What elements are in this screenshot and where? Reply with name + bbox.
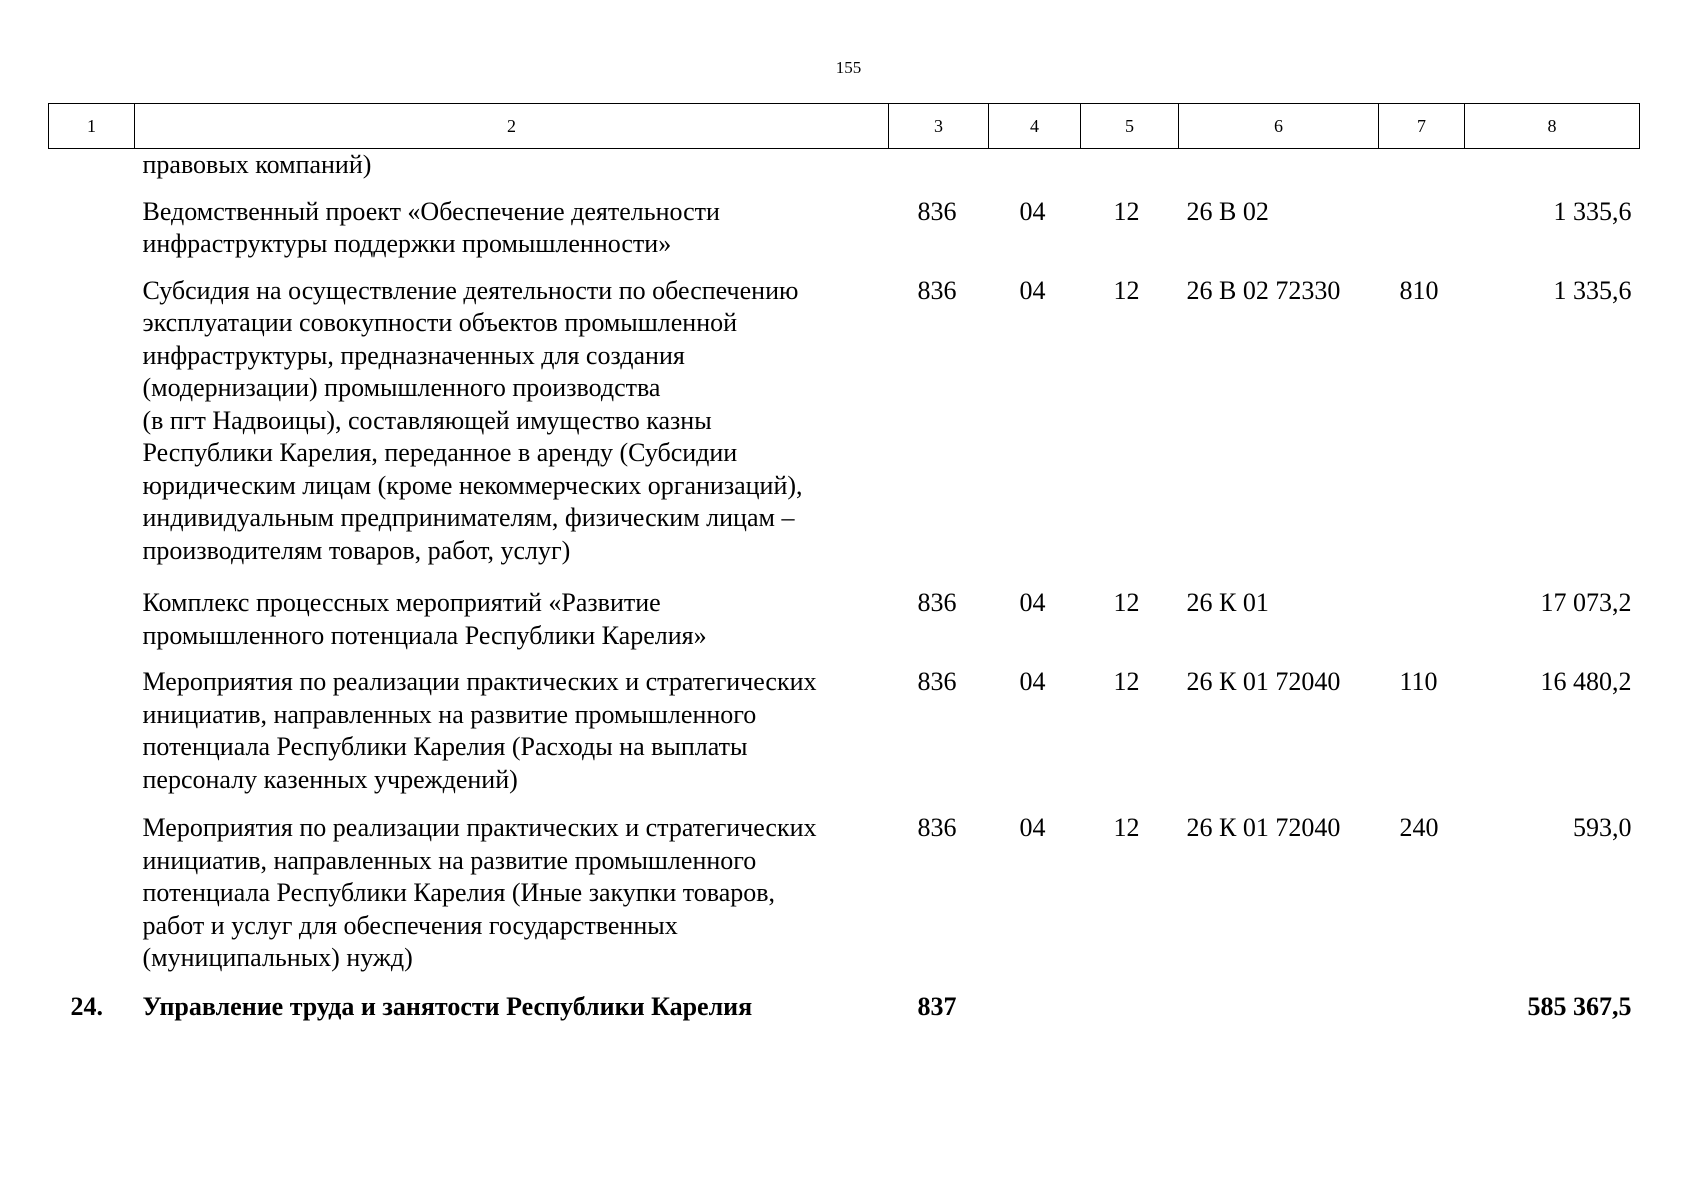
row-name [135,587,889,666]
ministry-code: 836 [917,275,957,305]
expense-type-code: 110 [1399,667,1438,696]
row-name-line: Республики Карелия, переданное в аренду (Субсидии [142,438,738,467]
ministry-code: 836 [917,588,957,617]
row-name-line: (в пгт Надвоицы), составляющей имущество казны [142,405,712,435]
row-name-line: (муниципальных) нужд) [142,943,413,972]
column-header: 5 [1081,104,1179,149]
table-row [49,991,1640,1024]
row-name-line: инфраструктуры, предназначенных для создания [142,340,685,370]
row-name [135,275,889,588]
expense-type-code: 810 [1399,275,1439,305]
subsection-code: 12 [1113,667,1140,696]
row-name-line: Мероприятия по реализации практических и стратегических [142,667,817,696]
column-header: 1 [49,104,135,149]
ministry-code: 837 [917,991,957,1021]
table-row [49,666,1640,812]
table-row [49,812,1640,991]
row-name-line: Ведомственный проект «Обеспечение деятельности [142,196,720,226]
target-item-code: 26 В 02 [1186,196,1269,226]
row-name-line: (модернизации) промышленного производства [142,373,661,402]
budget-table [48,103,1640,1023]
subsection-code [1081,149,1179,196]
row-name-line: Управление труда и занятости Республики Карелия [142,991,753,1021]
row-name [135,666,889,812]
section-code: 04 [1019,196,1046,226]
target-item-code: 26 К 01 72040 [1186,667,1341,696]
row-number [49,149,135,196]
column-header: 3 [889,104,989,149]
target-item-code: 26 К 01 72040 [1186,813,1341,842]
section-code [989,991,1081,1024]
row-name-line: инициатив, направленных на развитие промышленного [142,845,757,875]
expense-type-code [1379,196,1465,275]
amount: 1 335,6 [1553,196,1632,226]
amount: 1 335,6 [1553,275,1632,305]
expense-type-code [1379,587,1465,666]
row-name-line: Комплекс процессных мероприятий «Развитие [142,588,661,617]
row-name-line: правовых компаний) [142,150,372,179]
row-name-line: работ и услуг для обеспечения государственных [142,910,678,940]
ministry-code: 836 [917,667,957,696]
table-row [49,149,1640,196]
page-number: 155 [835,58,862,77]
target-item-code: 26 В 02 72330 [1186,275,1341,305]
expense-type-code: 240 [1399,813,1439,842]
target-item-code [1179,149,1379,196]
row-name-line: эксплуатации совокупности объектов промышленной [142,308,738,337]
section-code: 04 [1019,588,1046,617]
subsection-code [1081,991,1179,1024]
column-header: 2 [135,104,889,149]
table-row [49,275,1640,588]
amount: 17 073,2 [1540,588,1632,617]
row-name-line: юридическим лицам (кроме некоммерческих организаций), [142,470,803,500]
ministry-code [889,149,989,196]
subsection-code: 12 [1113,275,1140,305]
amount [1465,149,1640,196]
row-name-line: промышленного потенциала Республики Карелия» [142,620,707,650]
column-header: 7 [1379,104,1465,149]
table-body [49,149,1640,1024]
section-code: 04 [1019,275,1046,305]
row-number [49,196,135,275]
row-name-line: персоналу казенных учреждений) [142,764,518,794]
row-name-line: инициатив, направленных на развитие промышленного [142,699,757,729]
column-header: 4 [989,104,1081,149]
row-name-line: инфраструктуры поддержки промышленности» [142,229,672,258]
row-number [49,812,135,991]
table-row [49,196,1640,275]
row-name [135,196,889,275]
amount: 585 367,5 [1527,991,1632,1021]
section-code: 04 [1019,667,1046,696]
expense-type-code [1379,991,1465,1024]
section-code: 04 [1019,813,1046,842]
ministry-code: 836 [917,196,957,226]
amount: 593,0 [1573,813,1632,842]
column-header: 6 [1179,104,1379,149]
subsection-code: 12 [1113,196,1140,226]
row-number: 24. [70,991,103,1021]
row-number [49,275,135,588]
row-number [49,587,135,666]
column-number-header [49,104,1640,149]
section-code [989,149,1081,196]
expense-type-code [1379,149,1465,196]
target-item-code [1179,991,1379,1024]
row-name [135,991,889,1024]
row-name-line: потенциала Республики Карелия (Расходы на выплаты [142,732,748,761]
row-number [49,666,135,812]
row-name-line: производителям товаров, работ, услуг) [142,535,571,565]
amount: 16 480,2 [1540,667,1632,696]
row-name-line: Мероприятия по реализации практических и стратегических [142,813,817,842]
ministry-code: 836 [917,813,957,842]
row-name-line: индивидуальным предпринимателям, физическим лицам – [142,503,795,532]
row-name-line: потенциала Республики Карелия (Иные закупки товаров, [142,878,776,907]
table-row [49,587,1640,666]
column-header: 8 [1465,104,1640,149]
target-item-code: 26 К 01 [1186,588,1269,617]
subsection-code: 12 [1113,813,1140,842]
subsection-code: 12 [1113,588,1140,617]
row-name [135,812,889,991]
row-name [135,149,889,196]
row-name-line: Субсидия на осуществление деятельности по обеспечению [142,275,799,305]
